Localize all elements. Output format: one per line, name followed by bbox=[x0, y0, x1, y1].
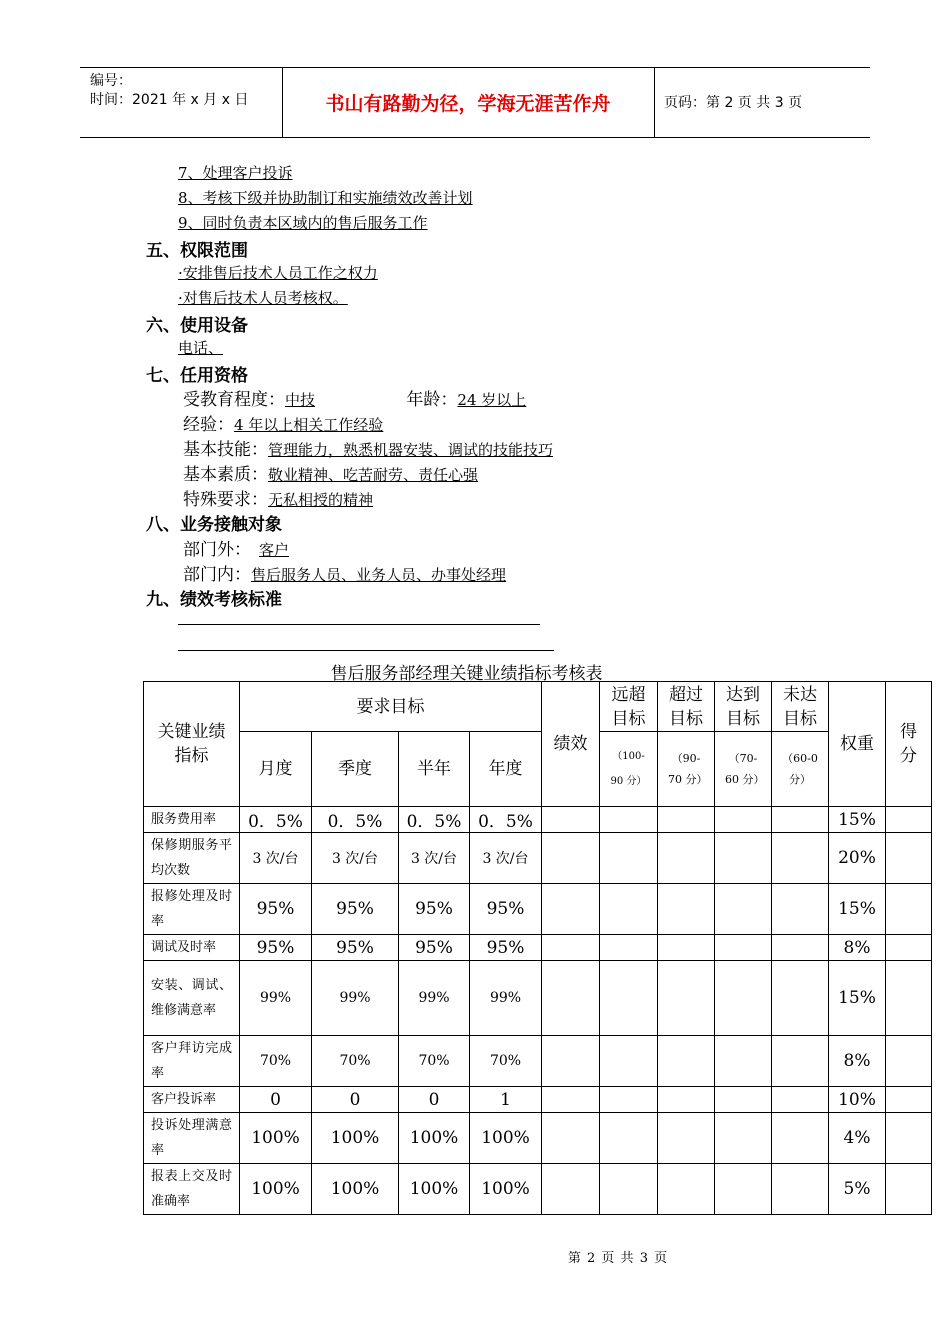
header-target: 要求目标 bbox=[240, 682, 542, 732]
header-quarter: 季度 bbox=[312, 732, 399, 807]
section-heading-qualification: 七、任用资格 bbox=[146, 366, 248, 386]
empty-reach-cell bbox=[715, 1036, 772, 1087]
target-half-cell: 95% bbox=[399, 935, 470, 961]
empty-miss-cell bbox=[772, 1087, 829, 1113]
table-row bbox=[144, 1087, 932, 1113]
empty-miss-cell bbox=[772, 1113, 829, 1164]
target-year-cell: 70% bbox=[470, 1036, 542, 1087]
weight-cell: 15% bbox=[829, 884, 886, 935]
target-month-cell: 0．5% bbox=[240, 807, 312, 833]
target-month-cell: 70% bbox=[240, 1036, 312, 1087]
header-year: 年度 bbox=[470, 732, 542, 807]
empty-miss-cell bbox=[772, 935, 829, 961]
header-performance: 绩效 bbox=[542, 682, 600, 807]
blank-line bbox=[178, 624, 540, 625]
target-half-cell: 99% bbox=[399, 961, 470, 1036]
target-month-cell: 99% bbox=[240, 961, 312, 1036]
table-row bbox=[144, 807, 932, 833]
target-month-cell: 95% bbox=[240, 884, 312, 935]
target-month-cell: 3 次/台 bbox=[240, 833, 312, 884]
target-year-cell: 95% bbox=[470, 935, 542, 961]
experience-label: 经验： bbox=[183, 415, 234, 435]
empty-far-cell bbox=[600, 833, 658, 884]
page-header bbox=[80, 67, 870, 138]
empty-miss-cell bbox=[772, 807, 829, 833]
target-year-cell: 99% bbox=[470, 961, 542, 1036]
duty-item: 9、同时负责本区域内的售后服务工作 bbox=[178, 214, 428, 232]
target-year-cell: 95% bbox=[470, 884, 542, 935]
score-cell bbox=[886, 1164, 932, 1215]
kpi-name-cell: 客户投诉率 bbox=[144, 1087, 240, 1113]
header-miss: 未达目标 bbox=[772, 682, 829, 732]
empty-far-cell bbox=[600, 961, 658, 1036]
score-cell bbox=[886, 884, 932, 935]
table-row bbox=[144, 935, 932, 961]
inside-label: 部门内： bbox=[183, 565, 251, 585]
serial-label: 编号： bbox=[90, 73, 132, 89]
weight-cell: 8% bbox=[829, 1036, 886, 1087]
section-heading-authority: 五、权限范围 bbox=[146, 241, 248, 261]
target-month-cell: 100% bbox=[240, 1113, 312, 1164]
kpi-name-cell: 投诉处理满意率 bbox=[144, 1113, 240, 1164]
age-value: 24 岁以上 bbox=[457, 391, 527, 409]
section-heading-contacts: 八、业务接触对象 bbox=[146, 515, 282, 535]
table-subheader-row bbox=[144, 732, 932, 807]
weight-cell: 4% bbox=[829, 1113, 886, 1164]
empty-reach-cell bbox=[715, 1113, 772, 1164]
weight-cell: 15% bbox=[829, 807, 886, 833]
target-half-cell: 70% bbox=[399, 1036, 470, 1087]
score-cell bbox=[886, 935, 932, 961]
empty-reach-cell bbox=[715, 833, 772, 884]
age-label: 年龄： bbox=[406, 390, 458, 410]
kpi-name-cell: 客户拜访完成率 bbox=[144, 1036, 240, 1087]
weight-cell: 5% bbox=[829, 1164, 886, 1215]
header-half-year: 半年 bbox=[399, 732, 470, 807]
target-quarter-cell: 95% bbox=[312, 884, 399, 935]
target-quarter-cell: 70% bbox=[312, 1036, 399, 1087]
empty-perf-cell bbox=[542, 807, 600, 833]
score-cell bbox=[886, 833, 932, 884]
empty-exceed-cell bbox=[658, 1164, 715, 1215]
skill-value: 管理能力，熟悉机器安装、调试的技能技巧 bbox=[268, 441, 554, 459]
empty-miss-cell bbox=[772, 833, 829, 884]
target-half-cell: 95% bbox=[399, 884, 470, 935]
outside-label: 部门外： bbox=[183, 540, 251, 560]
target-year-cell: 0．5% bbox=[470, 807, 542, 833]
weight-cell: 20% bbox=[829, 833, 886, 884]
empty-perf-cell bbox=[542, 833, 600, 884]
header-far-exceed: 远超目标 bbox=[600, 682, 658, 732]
header-motto: 书山有路勤为径，学海无涯苦作舟 bbox=[325, 93, 611, 115]
table-body bbox=[144, 807, 932, 1215]
empty-perf-cell bbox=[542, 1087, 600, 1113]
empty-perf-cell bbox=[542, 1164, 600, 1215]
target-year-cell: 3 次/台 bbox=[470, 833, 542, 884]
empty-exceed-cell bbox=[658, 1113, 715, 1164]
score-cell bbox=[886, 1087, 932, 1113]
kpi-table bbox=[143, 681, 932, 1215]
duty-item: 7、处理客户投诉 bbox=[178, 164, 293, 182]
table-row bbox=[144, 833, 932, 884]
table-row bbox=[144, 1036, 932, 1087]
target-half-cell: 0 bbox=[399, 1087, 470, 1113]
target-year-cell: 100% bbox=[470, 1113, 542, 1164]
empty-far-cell bbox=[600, 935, 658, 961]
date-label: 时间：2021 年 x 月 x 日 bbox=[90, 92, 249, 108]
empty-perf-cell bbox=[542, 1036, 600, 1087]
empty-exceed-cell bbox=[658, 884, 715, 935]
inside-contact-row bbox=[183, 560, 506, 585]
table-row bbox=[144, 961, 932, 1036]
header-weight: 权重 bbox=[829, 682, 886, 807]
header-far-exceed-range: （100-90 分） bbox=[600, 732, 658, 807]
empty-reach-cell bbox=[715, 1087, 772, 1113]
empty-exceed-cell bbox=[658, 807, 715, 833]
empty-reach-cell bbox=[715, 1164, 772, 1215]
header-score: 得分 bbox=[886, 682, 932, 807]
weight-cell: 10% bbox=[829, 1087, 886, 1113]
empty-perf-cell bbox=[542, 1113, 600, 1164]
target-half-cell: 0．5% bbox=[399, 807, 470, 833]
experience-row bbox=[183, 410, 383, 435]
target-quarter-cell: 99% bbox=[312, 961, 399, 1036]
quality-label: 基本素质： bbox=[183, 465, 268, 485]
empty-miss-cell bbox=[772, 1164, 829, 1215]
target-quarter-cell: 3 次/台 bbox=[312, 833, 399, 884]
empty-far-cell bbox=[600, 807, 658, 833]
table-header-row bbox=[144, 682, 932, 732]
kpi-name-cell: 报表上交及时准确率 bbox=[144, 1164, 240, 1215]
score-cell bbox=[886, 961, 932, 1036]
skill-label: 基本技能： bbox=[183, 440, 268, 460]
target-half-cell: 3 次/台 bbox=[399, 833, 470, 884]
page-footer: 第 2 页 共 3 页 bbox=[567, 1251, 669, 1266]
empty-miss-cell bbox=[772, 884, 829, 935]
target-month-cell: 95% bbox=[240, 935, 312, 961]
special-label: 特殊要求： bbox=[183, 490, 268, 510]
empty-exceed-cell bbox=[658, 935, 715, 961]
education-value: 中技 bbox=[285, 391, 316, 409]
empty-perf-cell bbox=[542, 961, 600, 1036]
education-row bbox=[183, 385, 526, 410]
kpi-name-cell: 安装、调试、维修满意率 bbox=[144, 961, 240, 1036]
kpi-name-cell: 调试及时率 bbox=[144, 935, 240, 961]
empty-miss-cell bbox=[772, 961, 829, 1036]
empty-far-cell bbox=[600, 1164, 658, 1215]
outside-value: 客户 bbox=[259, 541, 290, 559]
empty-reach-cell bbox=[715, 807, 772, 833]
outside-contact-row bbox=[183, 535, 289, 560]
header-exceed-range: （90-70 分） bbox=[658, 732, 715, 807]
quality-value: 敬业精神、吃苦耐劳、责任心强 bbox=[268, 466, 479, 484]
blank-line bbox=[178, 650, 554, 651]
table-row bbox=[144, 1113, 932, 1164]
empty-reach-cell bbox=[715, 961, 772, 1036]
header-kpi: 关键业绩指标 bbox=[144, 682, 240, 807]
experience-value: 4 年以上相关工作经验 bbox=[234, 416, 384, 434]
special-value: 无私相授的精神 bbox=[268, 491, 374, 509]
education-label: 受教育程度： bbox=[183, 390, 285, 410]
target-quarter-cell: 0．5% bbox=[312, 807, 399, 833]
header-reach-range: （70-60 分） bbox=[715, 732, 772, 807]
table-row bbox=[144, 884, 932, 935]
target-quarter-cell: 95% bbox=[312, 935, 399, 961]
target-year-cell: 100% bbox=[470, 1164, 542, 1215]
empty-miss-cell bbox=[772, 1036, 829, 1087]
target-half-cell: 100% bbox=[399, 1164, 470, 1215]
empty-far-cell bbox=[600, 1087, 658, 1113]
empty-perf-cell bbox=[542, 935, 600, 961]
empty-exceed-cell bbox=[658, 1087, 715, 1113]
empty-perf-cell bbox=[542, 884, 600, 935]
inside-value: 售后服务人员、业务人员、办事处经理 bbox=[251, 566, 507, 584]
weight-cell: 15% bbox=[829, 961, 886, 1036]
target-year-cell: 1 bbox=[470, 1087, 542, 1113]
quality-row bbox=[183, 460, 478, 485]
score-cell bbox=[886, 807, 932, 833]
score-cell bbox=[886, 1113, 932, 1164]
header-reach: 达到目标 bbox=[715, 682, 772, 732]
empty-far-cell bbox=[600, 1036, 658, 1087]
weight-cell: 8% bbox=[829, 935, 886, 961]
table-row bbox=[144, 1164, 932, 1215]
target-quarter-cell: 100% bbox=[312, 1164, 399, 1215]
header-left bbox=[90, 72, 248, 110]
authority-item: ·安排售后技术人员工作之权力 bbox=[178, 264, 378, 282]
empty-exceed-cell bbox=[658, 1036, 715, 1087]
target-half-cell: 100% bbox=[399, 1113, 470, 1164]
target-month-cell: 100% bbox=[240, 1164, 312, 1215]
target-quarter-cell: 100% bbox=[312, 1113, 399, 1164]
section-heading-performance: 九、绩效考核标准 bbox=[146, 590, 282, 610]
empty-far-cell bbox=[600, 884, 658, 935]
empty-exceed-cell bbox=[658, 833, 715, 884]
empty-reach-cell bbox=[715, 884, 772, 935]
header-miss-range: （60-0 分） bbox=[772, 732, 829, 807]
target-month-cell: 0 bbox=[240, 1087, 312, 1113]
special-row bbox=[183, 485, 373, 510]
empty-far-cell bbox=[600, 1113, 658, 1164]
table-caption: 售后服务部经理关键业绩指标考核表 bbox=[330, 664, 603, 684]
kpi-name-cell: 服务费用率 bbox=[144, 807, 240, 833]
authority-item: ·对售后技术人员考核权。 bbox=[178, 289, 348, 307]
header-page-info: 页码：第 2 页 共 3 页 bbox=[664, 95, 803, 111]
empty-exceed-cell bbox=[658, 961, 715, 1036]
header-exceed: 超过目标 bbox=[658, 682, 715, 732]
duty-item: 8、考核下级并协助制订和实施绩效改善计划 bbox=[178, 189, 473, 207]
header-divider bbox=[654, 68, 655, 137]
empty-reach-cell bbox=[715, 935, 772, 961]
skill-row bbox=[183, 435, 553, 460]
score-cell bbox=[886, 1036, 932, 1087]
target-quarter-cell: 0 bbox=[312, 1087, 399, 1113]
kpi-name-cell: 报修处理及时率 bbox=[144, 884, 240, 935]
section-heading-equipment: 六、使用设备 bbox=[146, 316, 248, 336]
header-month: 月度 bbox=[240, 732, 312, 807]
equipment-value: 电话、 bbox=[178, 339, 224, 357]
kpi-name-cell: 保修期服务平均次数 bbox=[144, 833, 240, 884]
